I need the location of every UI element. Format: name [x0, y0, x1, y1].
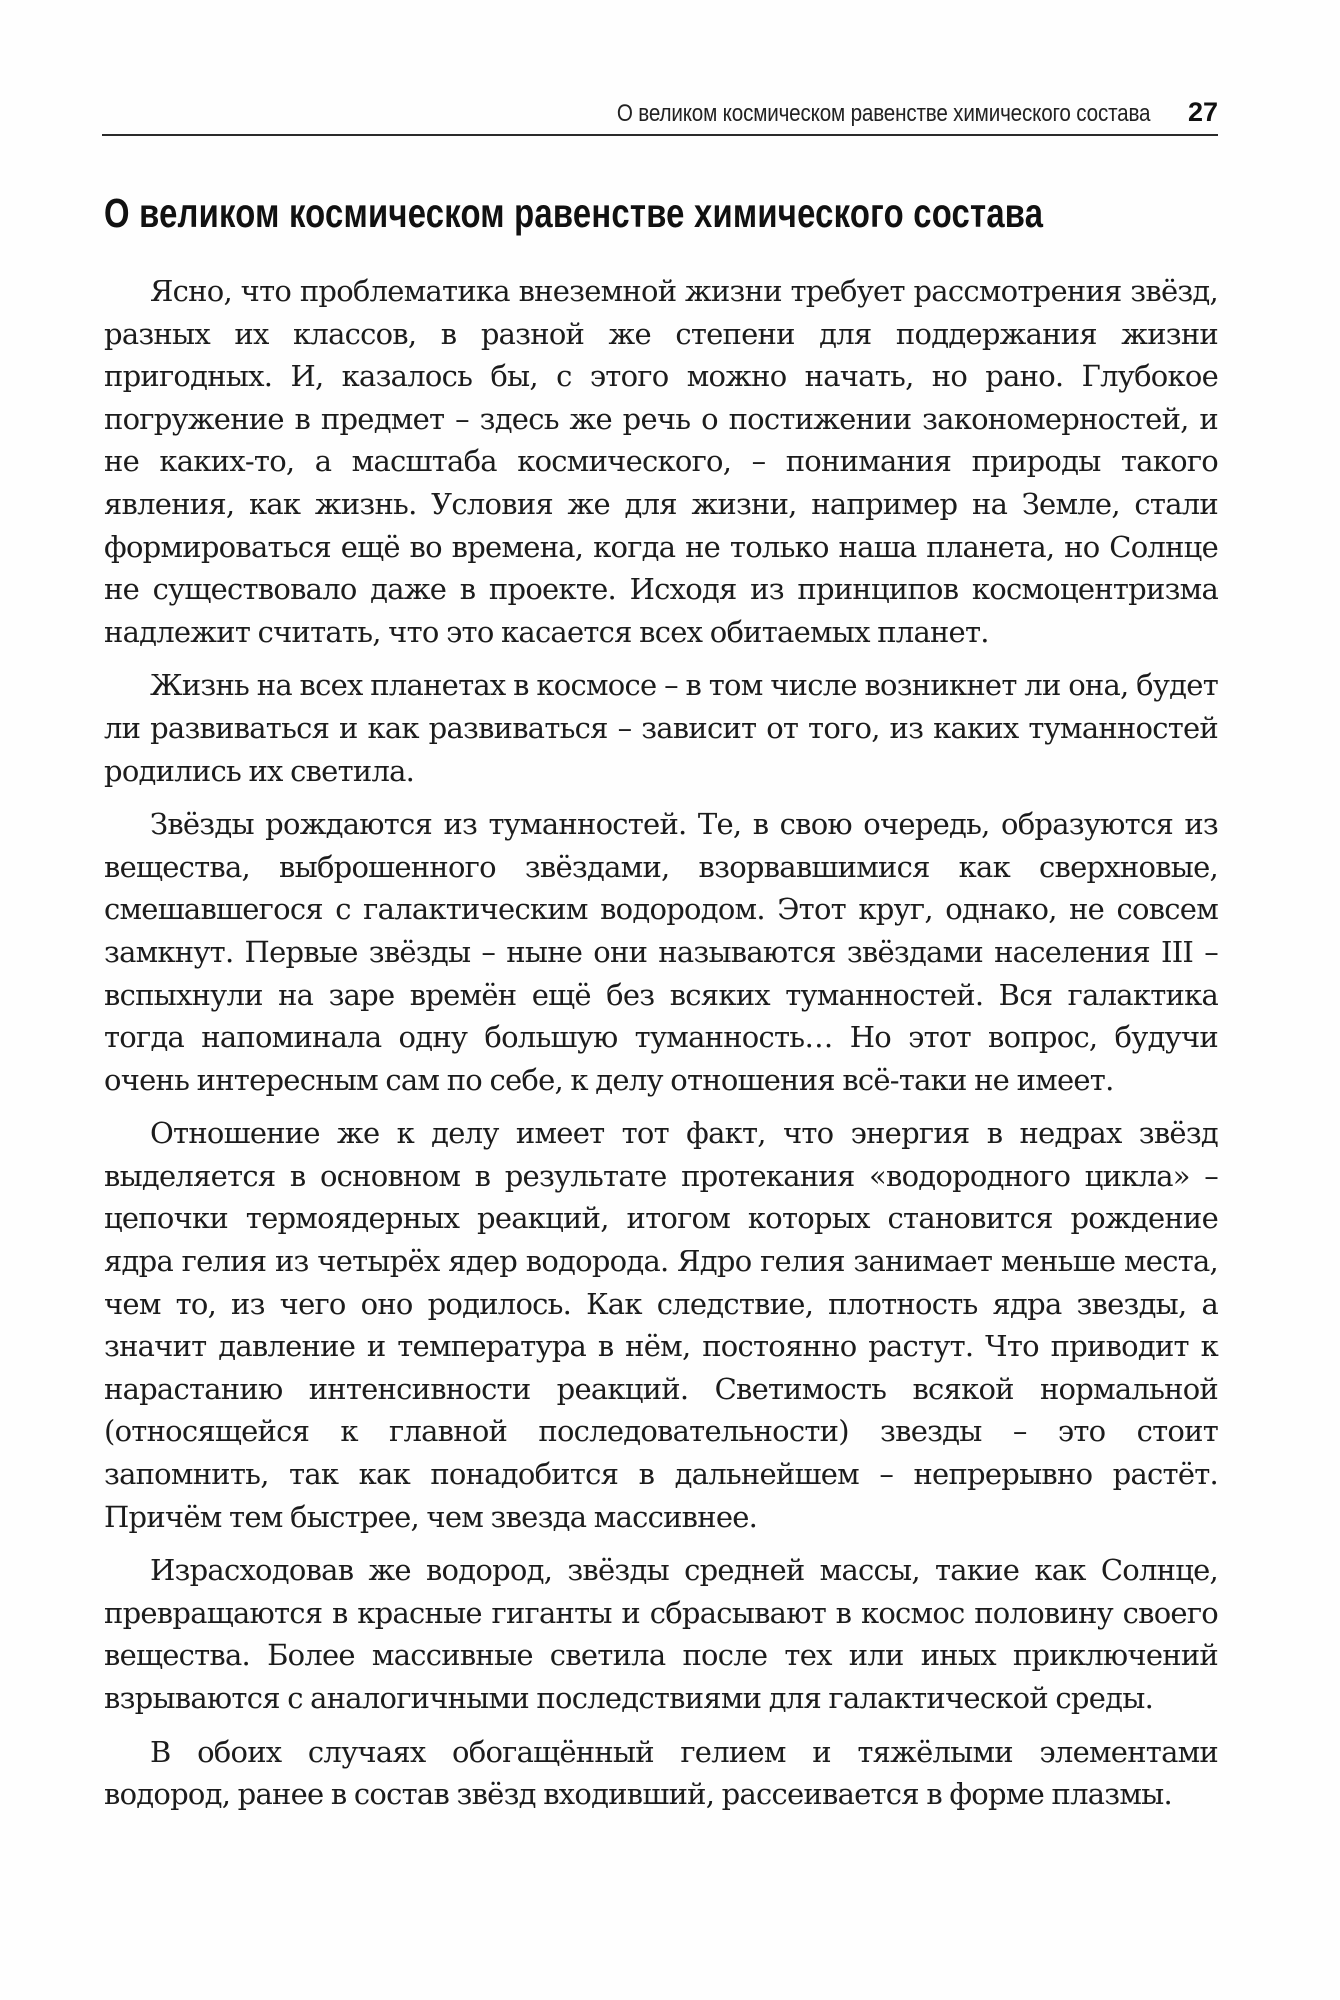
body-text: [104, 270, 1218, 1827]
paragraph-5: Израсходовав же водород, звёзды средней массы, такие как Солнце, превращаются в красные гиганты и сбрасывают в космос половину своего вещества. Более массивные светила после тех или иных приключений взрываются с аналогичными последствиями для галактической среды.: [104, 1553, 1218, 1715]
paragraph-1: Ясно, что проблематика внеземной жизни требует рассмотрения звёзд, разных их классов, в разной же степени для поддержания жизни пригодных. И, казалось бы, с этого можно начать, но рано. Глубокое погружение в предмет – здесь же речь о постижении закономерностей, и не каких-то, а масштаба космического, – понимания природы такого явления, как жизнь. Условия же для жизни, например на Земле, стали формироваться ещё во времена, когда не только наша планета, но Солнце не существовало даже в проекте. Исходя из принципов космоцентризма надлежит считать, что это касается всех обитаемых планет.: [104, 274, 1218, 649]
paragraph-2: Жизнь на всех планетах в космосе – в том числе возникнет ли она, будет ли развиваться и как развиваться – зависит от того, из каких туманностей родились их светила.: [104, 668, 1218, 788]
paragraph-3: Звёзды рождаются из туманностей. Те, в свою очередь, образуются из вещества, выброшенного звёздами, взорвавшимися как сверхновые, смешавшегося с галактическим водородом. Этот круг, однако, не совсем замкнут. Первые звёзды – ныне они называются звёздами населения III – вспыхнули на заре времён ещё без всяких туманностей. Вся галактика тогда напоминала одну большую туманность… Но этот вопрос, будучи очень интересным сам по себе, к делу отношения всё-таки не имеет.: [104, 807, 1218, 1097]
running-header: [102, 92, 1218, 136]
running-title: О великом космическом равенстве химического состава: [616, 100, 1150, 127]
paragraph-6: В обоих случаях обогащённый гелием и тяжёлыми элементами водород, ранее в состав звёзд входивший, рассеивается в форме плазмы.: [104, 1734, 1218, 1812]
section-title: О великом космическом равенстве химического состава: [104, 190, 1044, 236]
page-number: 27: [1187, 97, 1218, 127]
paragraph-4: Отношение же к делу имеет тот факт, что энергия в недрах звёзд выделяется в основном в результате протекания «водородного цикла» – цепочки термоядерных реакций, итогом которых становится рождение ядра гелия из четырёх ядер водорода. Ядро гелия занимает меньше места, чем то, из чего оно родилось. Как следствие, плотность ядра звезды, а значит давление и температура в нём, постоянно растут. Что приводит к нарастанию интенсивности реакций. Светимость всякой нормальной (относящейся к главной последовательности) звезды – это стоит запомнить, так как понадобится в дальнейшем – непрерывно растёт. Причём тем быстрее, чем звезда массивнее.: [104, 1116, 1218, 1534]
